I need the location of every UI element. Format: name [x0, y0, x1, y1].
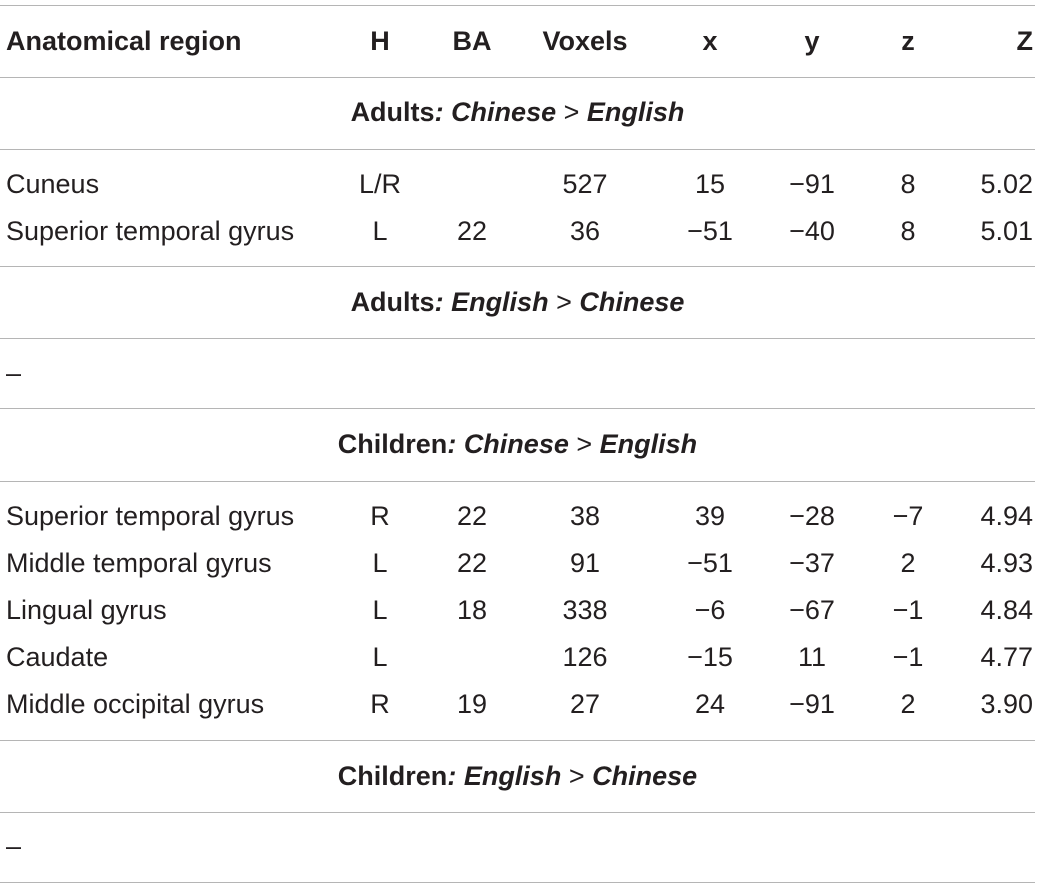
section-rule [0, 812, 1035, 813]
header-x: x [702, 26, 718, 56]
cell-Z: 3.90 [980, 689, 1033, 719]
cell-Z: 5.01 [980, 216, 1033, 246]
cell-x: −6 [694, 595, 726, 625]
cell-y: −37 [789, 548, 835, 578]
cell-z: 8 [900, 216, 916, 246]
header-ba: BA [452, 26, 492, 56]
cell-y: −40 [789, 216, 835, 246]
cell-voxels: 91 [569, 548, 601, 578]
header-h: H [370, 26, 390, 56]
cell-ba: 22 [456, 548, 488, 578]
cell-y: −91 [789, 169, 835, 199]
section-title [0, 279, 1035, 326]
header-rule [0, 77, 1035, 78]
section-title [0, 421, 1035, 468]
section-op: > [563, 97, 580, 127]
cell-region: Lingual gyrus [6, 595, 167, 625]
cell-ba: 22 [456, 216, 488, 246]
cell-y: 11 [797, 642, 827, 672]
section-sep: : [434, 97, 452, 127]
cell-z: −1 [892, 595, 924, 625]
section-lang1: Chinese [463, 429, 569, 459]
cell-y: −67 [789, 595, 835, 625]
cell-h: L/R [358, 169, 402, 199]
section-title [0, 89, 1035, 136]
cell-x: −51 [687, 216, 733, 246]
section-lang2: English [599, 429, 698, 459]
table-row [0, 540, 1040, 587]
section-rule [0, 740, 1035, 741]
cell-ba: 22 [456, 501, 488, 531]
section-sep: : [434, 287, 452, 317]
section-title [0, 753, 1035, 800]
cell-Z: 4.94 [980, 501, 1033, 531]
cell-voxels: 527 [562, 169, 608, 199]
cell-h: R [370, 501, 390, 531]
cell-Z: 4.93 [980, 548, 1033, 578]
header-y: y [804, 26, 820, 56]
cell-h: L [372, 642, 388, 672]
section-rule [0, 408, 1035, 409]
header-z: z [901, 26, 915, 56]
bottom-rule [0, 882, 1035, 883]
cell-ba [432, 161, 512, 208]
top-rule [0, 5, 1035, 6]
cell-x: 39 [694, 501, 726, 531]
cell-y: −91 [789, 689, 835, 719]
section-op: > [568, 761, 585, 791]
cell-h: R [370, 689, 390, 719]
section-lang2: Chinese [579, 287, 685, 317]
empty-result: – [6, 358, 22, 388]
header-voxels: Voxels [542, 26, 628, 56]
section-lang1: Chinese [451, 97, 557, 127]
cell-x: 15 [694, 169, 726, 199]
section-group: Children [337, 761, 448, 791]
cell-voxels: 126 [562, 642, 608, 672]
cell-y: −28 [789, 501, 835, 531]
cell-region: Caudate [6, 642, 109, 672]
section-group: Adults [350, 97, 435, 127]
cell-voxels: 27 [569, 689, 601, 719]
cell-z: −1 [892, 642, 924, 672]
table-row [0, 161, 1040, 208]
cell-region: Middle occipital gyrus [6, 689, 265, 719]
section-op: > [556, 287, 572, 317]
section-group: Children [337, 429, 448, 459]
section-sep: : [447, 429, 464, 459]
section-op: > [576, 429, 593, 459]
cell-voxels: 36 [569, 216, 601, 246]
cell-x: −15 [687, 642, 733, 672]
section-rule [0, 481, 1035, 482]
cell-z: 2 [900, 548, 916, 578]
cell-h: L [372, 595, 388, 625]
section-lang1: English [463, 761, 562, 791]
cell-region: Superior temporal gyrus [6, 501, 295, 531]
cell-x: 24 [694, 689, 726, 719]
section-rule [0, 266, 1035, 267]
cell-ba: 19 [456, 689, 488, 719]
section-rule [0, 338, 1035, 339]
cell-region: Cuneus [6, 169, 100, 199]
section-rule [0, 149, 1035, 150]
table-row [0, 681, 1040, 728]
cell-Z: 5.02 [980, 169, 1033, 199]
cell-z: −7 [892, 501, 924, 531]
cell-h: L [372, 548, 388, 578]
cell-voxels: 338 [562, 595, 608, 625]
cell-region: Middle temporal gyrus [6, 548, 272, 578]
section-lang2: English [586, 97, 685, 127]
empty-result: – [6, 831, 22, 861]
cell-ba [432, 634, 512, 681]
cell-voxels: 38 [569, 501, 601, 531]
cell-ba: 18 [456, 595, 488, 625]
table-row [0, 587, 1040, 634]
section-lang2: Chinese [592, 761, 698, 791]
section-group: Adults [350, 287, 435, 317]
table-row [0, 634, 1040, 681]
cell-z: 2 [900, 689, 916, 719]
cell-Z: 4.77 [980, 642, 1033, 672]
cell-z: 8 [900, 169, 916, 199]
table-header [0, 18, 1040, 65]
table-row [0, 208, 1040, 255]
cell-h: L [372, 216, 388, 246]
header-region: Anatomical region [6, 26, 242, 56]
cell-Z: 4.84 [980, 595, 1033, 625]
section-sep: : [447, 761, 464, 791]
header-Z: Z [1016, 26, 1033, 56]
table-row [0, 493, 1040, 540]
cell-region: Superior temporal gyrus [6, 216, 295, 246]
section-lang1: English [451, 287, 549, 317]
cell-x: −51 [687, 548, 733, 578]
